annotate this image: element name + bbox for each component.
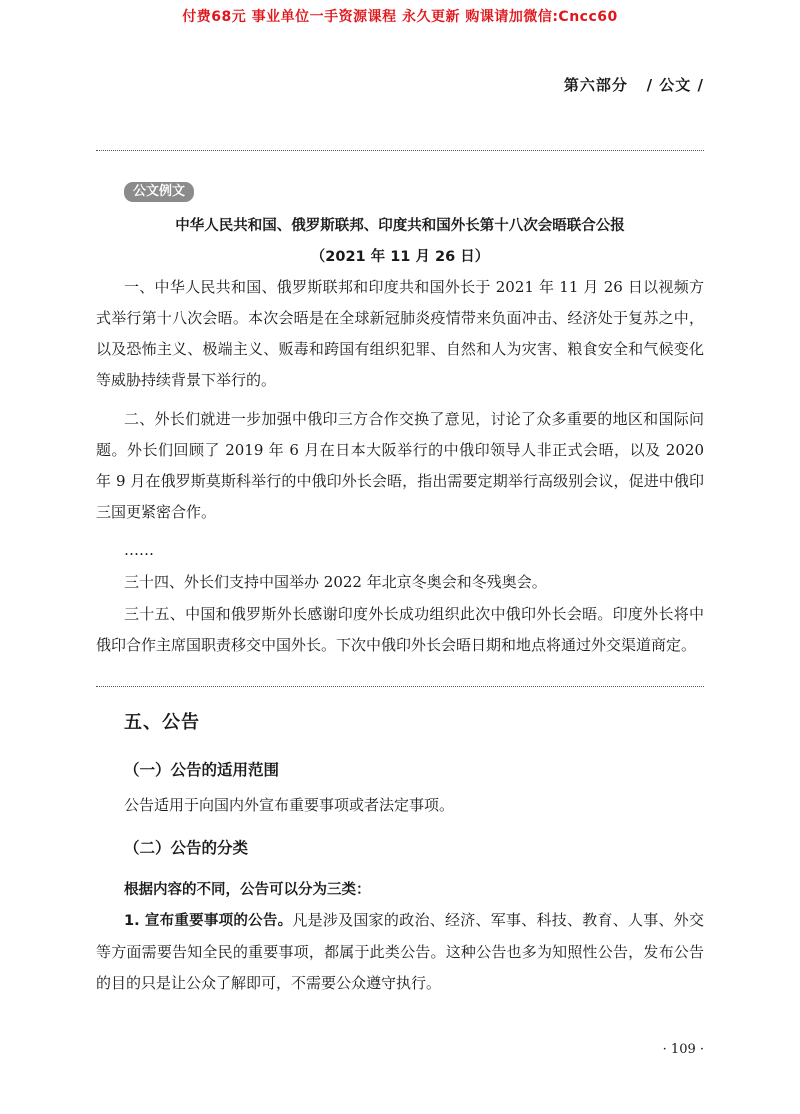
paragraph-1: 一、中华人民共和国、俄罗斯联邦和印度共和国外长于 2021 年 11 月 26 日以视频方式举行第十八次会晤。本次会晤是在全球新冠肺炎疫情带来负面冲击、经济处于复苏之中，以及恐怖主义、极端主义、贩毒和跨国有组织犯罪、自然和人为灾害、粮食安全和气候变化等威胁持续背景下举行的。 — [96, 278, 704, 389]
header-section: / 公文 / — [646, 76, 704, 94]
item-1-text: 凡是涉及国家的政治、经济、军事、科技、教育、人事、外交等方面需要告知全民的重要事项，都属于此类公告。这种公告也多为知照性公告，发布公告的目的只是让公众了解即可，不需要公众遵守执行。 — [96, 911, 704, 992]
paragraph-35: 三十五、中国和俄罗斯外长感谢印度外长成功组织此次中俄印外长会晤。印度外长将中俄印合作主席国职责移交中国外长。下次中俄印外长会晤日期和地点将通过外交渠道商定。 — [96, 605, 704, 654]
subheading-scope: （一）公告的适用范围 — [124, 761, 280, 779]
document-date: （2021 年 11 月 26 日） — [310, 249, 490, 265]
subheading-classification: （二）公告的分类 — [124, 839, 249, 857]
section-heading: 五、公告 — [124, 712, 200, 733]
dotted-divider-top — [96, 150, 704, 151]
scope-text: 公告适用于向国内外宣布重要事项或者法定事项。 — [124, 796, 455, 814]
paragraph-2: 二、外长们就进一步加强中俄印三方合作交换了意见，讨论了众多重要的地区和国际问题。外长们回顾了 2019 年 6 月在日本大阪举行的中俄印领导人非正式会晤，以及 2020 年 9 月在俄罗斯莫斯科举行的中俄印外长会晤，指出需要定期举行高级别会议，促进中俄印三国更紧密合作。 — [96, 410, 704, 521]
classification-item-1 — [96, 905, 704, 999]
document-title: 中华人民共和国、俄罗斯联邦、印度共和国外长第十八次会晤联合公报 — [175, 218, 625, 234]
ellipsis: …… — [124, 541, 154, 559]
running-header — [564, 74, 704, 95]
page-number: · 109 · — [662, 1042, 704, 1057]
example-tag: 公文例文 — [124, 182, 194, 202]
item-1-lead: 1. 宣布重要事项的公告。 — [124, 913, 293, 929]
header-part: 第六部分 — [563, 76, 628, 94]
dotted-divider-bottom — [96, 686, 704, 687]
paragraph-34: 三十四、外长们支持中国举办 2022 年北京冬奥会和冬残奥会。 — [124, 573, 547, 591]
classification-intro: 根据内容的不同，公告可以分为三类： — [124, 882, 371, 898]
watermark-banner: 付费68元 事业单位一手资源课程 永久更新 购课请加微信:Cncc60 — [182, 9, 618, 25]
